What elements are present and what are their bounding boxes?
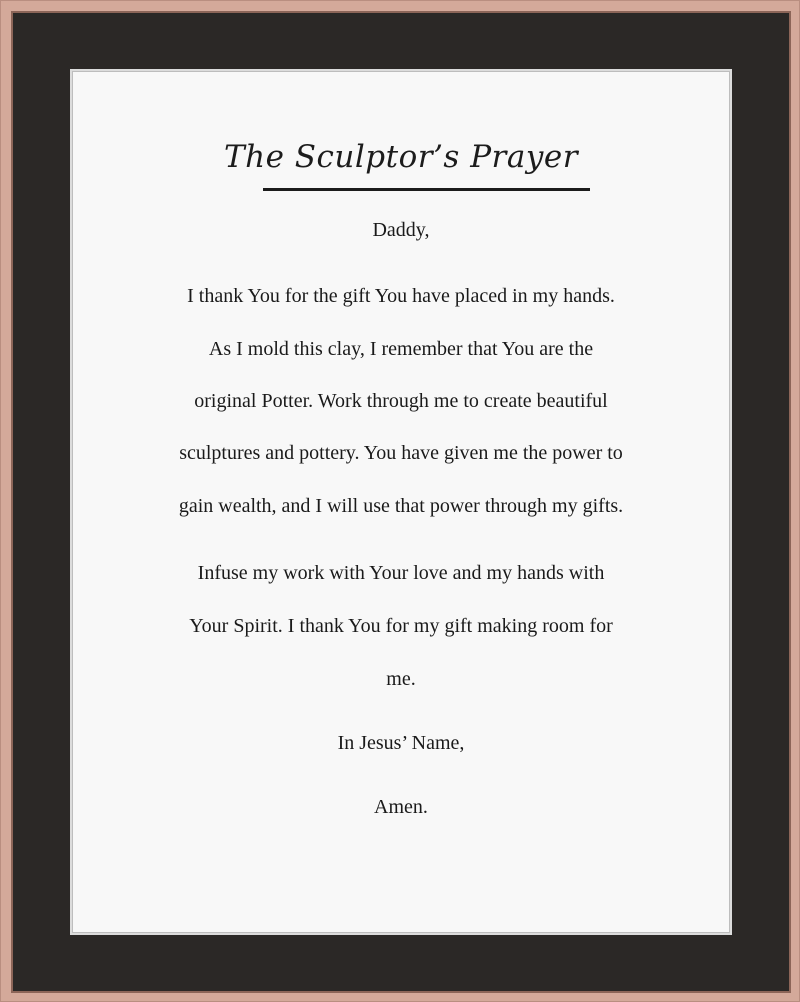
- paragraph-1-line-3: original Potter. Work through me to create beautiful: [194, 390, 608, 412]
- paragraph-1-line-1: I thank You for the gift You have placed in my hands.: [187, 285, 615, 307]
- paragraph-2-line-3: me.: [386, 668, 416, 690]
- paragraph-1-line-5: gain wealth, and I will use that power through my gifts.: [178, 495, 624, 517]
- paragraph-2-line-2: Your Spirit. I thank You for my gift making room for: [189, 615, 613, 637]
- title-underline: [263, 188, 590, 191]
- paragraph-1-line-2: As I mold this clay, I remember that You are the: [208, 338, 594, 360]
- closing-line: In Jesus’ Name,: [337, 732, 465, 754]
- salutation: Daddy,: [372, 219, 430, 241]
- amen-line: Amen.: [374, 796, 428, 818]
- prayer-title: The Sculptor’s Prayer: [223, 139, 579, 175]
- paragraph-1-line-4: sculptures and pottery. You have given me the power to: [179, 442, 623, 464]
- paragraph-2-line-1: Infuse my work with Your love and my hands with: [197, 562, 605, 584]
